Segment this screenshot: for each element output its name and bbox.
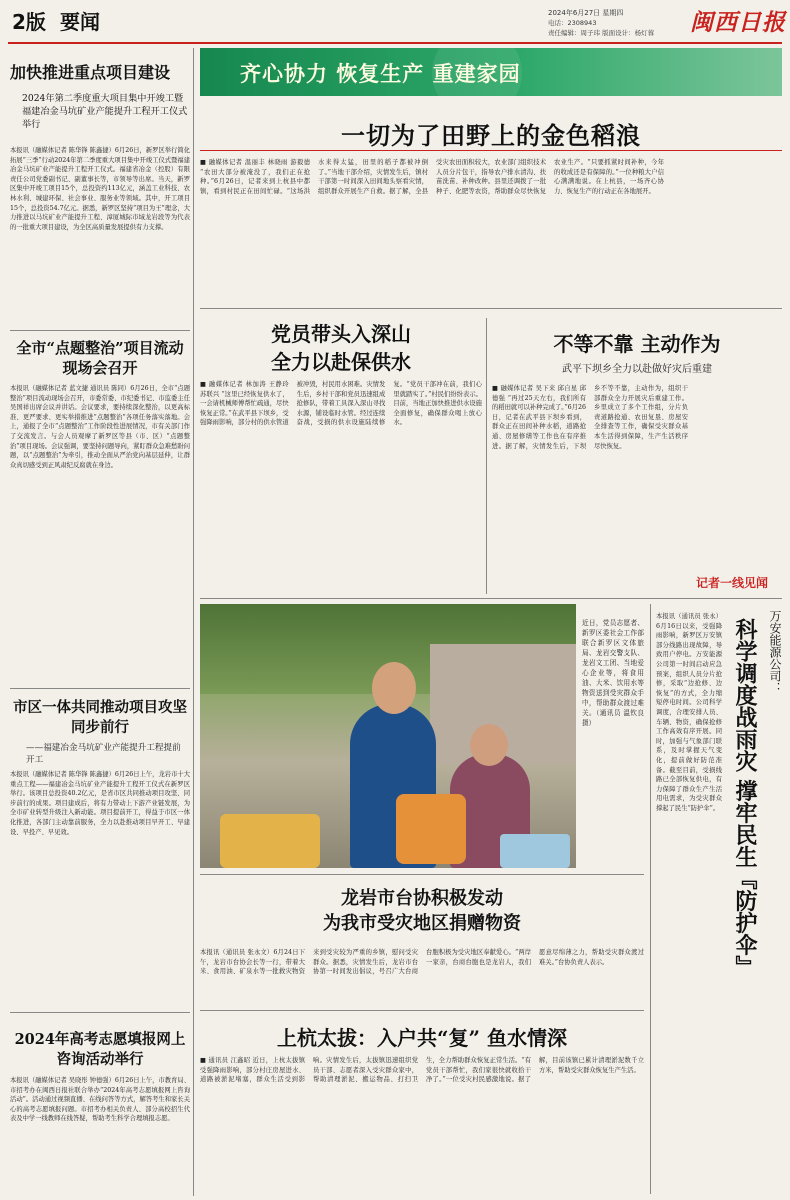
editors: 责任编辑：周子玮 版面设计：杨灯蓉 bbox=[548, 29, 655, 37]
article-inspection-meeting: 本报讯（融媒体记者 蓝文捷 通讯员 陈同）6月26日，全市“点题整治”项目流动现场会召开，市委常委、市纪委书记、市监委主任吴国祥出席会议并讲话。会议要求，要持续深化整治，以更高标准、更严要求、更实举措推进“点题整治”各项任务落实落地。会上，通报了全市“点题整治”工作阶段性进展情况，市有关部门作了交流发言。与会人员观摩了新罗区等县（市、区）“点题整治”项目现场。会议强调，要坚持问题导向，紧盯群众急难愁盼问题，以“点题整治”为牵引，推动全面从严治党向基层延伸，让群众真切感受到正风肃纪反腐就在身边。 bbox=[10, 385, 190, 469]
divider bbox=[10, 688, 190, 689]
divider bbox=[200, 1010, 644, 1011]
headline-line-1: 党员带头入深山 bbox=[271, 322, 411, 346]
column-divider bbox=[486, 318, 487, 594]
date bbox=[548, 8, 623, 18]
article-water-supply: ■ 融媒体记者 林加涛 王静玲 苏联兴 “这里已经恢复供水了，一会请机械师傅帮忙疏通，尽快恢复正常。”在武平县下坝乡，受强降雨影响，部分村的供水管道被冲毁，村民用水困难。灾情发生后，乡村干部和党员迅速组成抢修队，带着工具深入深山寻找水源，铺设临时水管。经过连续奋战，受损的供水设施陆续修复。“党员干部冲在前，我们心里就踏实了。”村民们纷纷表示。目前，当地正加快推进供水设施全面修复，确保群众喝上放心水。 bbox=[200, 381, 482, 427]
article-city-district: 本报讯（融媒体记者 陈华锋 陈鑫捷）6月26日上午，龙岩市十大重点工程——福建冶金马坑矿业产能提升工程开工仪式在新罗区举行。该项目总投资40.2亿元，是省市区共同推动项目攻坚、同步前行的成果。项目建成后，将有力带动上下游产业链发展，为全市矿业转型升级注入新动能。项目提前开工，得益于市区一体化推进，各部门主动靠前服务，全力以赴推动项目早开工、早建设、早投产、早见效。 bbox=[10, 771, 190, 836]
article-gaokao: 本报讯（融媒体记者 吴晓彤 钟德强）6月26日上午，市教育局、市招考办在闽西日报社联合举办“2024年高考志愿填报网上咨询活动”。活动通过视频直播、在线问答等方式，解答考生和家长关心的高考志愿填报问题。市招考办相关负责人、部分高校招生代表及中学一线教师在线答疑，帮助考生科学合理填报志愿。 bbox=[10, 1077, 190, 1123]
divider bbox=[200, 598, 782, 599]
divider bbox=[200, 308, 782, 309]
headline-prefix: 万安能源公司： bbox=[768, 610, 782, 694]
supply-bag bbox=[396, 794, 466, 864]
headline-water-supply bbox=[200, 320, 482, 376]
photo-caption: 近日，党员志愿者、新罗区委社会工作部联合新罗区文体旅局、龙岩交警支队、龙岩文工团、当地爱心企业等，将食用油、大米、饮用水等物资送到受灾群众手中，帮助群众渡过难关。（通讯员 温钦良 摄） bbox=[582, 619, 644, 727]
date-text: 2024年6月27日 bbox=[548, 9, 601, 17]
divider bbox=[200, 150, 782, 151]
headline-dispatch: 科学调度战雨灾 撑牢民生『防护伞』 bbox=[732, 618, 758, 978]
section-name: 要闻 bbox=[60, 10, 100, 34]
headline-line-1: 龙岩市台协积极发动 bbox=[341, 888, 503, 909]
masthead bbox=[0, 0, 790, 44]
headline-inspection-meeting: 全市“点题整治”项目流动现场会召开 bbox=[16, 339, 184, 377]
right-headline bbox=[728, 610, 782, 1030]
phone: 电话：2308943 bbox=[548, 19, 597, 27]
column-divider bbox=[193, 48, 194, 1196]
oil-bottles bbox=[220, 814, 320, 868]
reporter-frontline-label: 记者一线见闻 bbox=[696, 576, 769, 590]
article-taiwan-assoc: 本报讯（通讯员 张永文）6月24日下午，龙岩市台协会长等一行，带着大米、食用油、矿泉水等一批救灾物资来到受灾较为严重的乡镇，慰问受灾群众。据悉，灾情发生后，龙岩市台协第一时间发出倡议，号召广大台商台胞积极为受灾地区奉献爱心。“两岸一家亲，台商台胞也是龙岩人，我们愿意尽绵薄之力，帮助受灾群众渡过难关。”台协负责人表示。 bbox=[200, 949, 644, 976]
divider bbox=[200, 874, 644, 875]
article-shanghang: ■ 通讯员 江鑫昭 近日，上杭太拔镇受强降雨影响，部分村庄房屋进水、道路被淤泥堵塞，群众生活受到影响。灾情发生后，太拔镇迅速组织党员干部、志愿者深入受灾群众家中，帮助清理淤泥、搬运物品、打扫卫生，全力帮助群众恢复正常生活。“有党员干部帮忙，我们家很快就收拾干净了。”一位受灾村民感激地说。据了解，目前该镇已累计清理淤泥数千立方米，帮助受灾群众恢复生产生活。 bbox=[200, 1057, 644, 1084]
column-divider bbox=[650, 604, 651, 1194]
deck-project-construction: 2024年第二季度重大项目集中开竣工暨福建冶金马坑矿业产能提升工程开工仪式举行 bbox=[22, 93, 188, 130]
masthead-rule bbox=[8, 42, 782, 44]
volunteer-head bbox=[372, 662, 416, 714]
water-bottles bbox=[500, 834, 570, 868]
article-dispatch-bottom bbox=[656, 996, 782, 1194]
headline-line-2: 全力以赴保供水 bbox=[271, 350, 411, 374]
article-proactive-cont bbox=[696, 384, 782, 540]
resident-head bbox=[470, 724, 508, 766]
headline-gaokao: 2024年高考志愿填报网上咨询活动举行 bbox=[14, 1031, 186, 1068]
headline-city-district: 市区一体共同推动项目攻坚同步前行 bbox=[13, 699, 187, 736]
article-dispatch-top: 本报讯（通讯员 张永）6月16日以来，受强降雨影响，新罗区万安镇部分线路出现故障，导致用户停电。万安能源公司第一时间启动应急预案，组织人员分片抢修，采取“边抢修、边恢复”的方式，全力缩短停电时间。公司科学调度，合理安排人员、车辆、物资，确保抢修工作高效有序开展。同时，加强与气象部门联系，及时掌握天气变化，提前做好防范准备。截至目前，受损线路已全部恢复供电，有力保障了群众生产生活用电需求，为受灾群众撑起了民生“防护伞”。 bbox=[656, 613, 722, 812]
slogan-banner bbox=[200, 48, 782, 96]
headline-line-2: 为我市受灾地区捐赠物资 bbox=[323, 913, 521, 934]
article-proactive: ■ 融媒体记者 吴下来 邱自星 邱德强 “再过25天左右，我们所有的稻田就可以补种完成了。”6月26日，记者在武平县下坝乡看到，群众正在田间补种水稻，道路抢通、房屋修缮等工作也在有序推进。据了解，灾情发生后，下坝乡不等不靠，主动作为，组织干部群众全力开展灾后重建工作。乡里成立了多个工作组，分片负责道路抢通、农田复垦、房屋安全排查等工作，确保受灾群众基本生活得到保障，生产生活秩序尽快恢复。 bbox=[492, 385, 688, 450]
divider bbox=[10, 330, 190, 331]
headline-project-construction: 加快推进重点项目建设 bbox=[10, 63, 171, 82]
divider bbox=[10, 1012, 190, 1013]
subhead-proactive: 武平下坝乡全力以赴做好灾后重建 bbox=[562, 364, 712, 375]
headline-proactive: 不等不靠 主动作为 bbox=[553, 332, 721, 356]
newspaper-logo: 闽西日报 bbox=[690, 9, 786, 36]
deck-city-district: ——福建冶金马坑矿业产能提升工程提前开工 bbox=[26, 743, 181, 765]
article-project-construction: 本报讯（融媒体记者 陈华锋 陈鑫捷）6月26日，新罗区举行简化拓展“三季”行动2024年第二季度重大项目集中开竣工仪式暨福建冶金马坑矿业产能提升工程开工仪式。福建省冶金（控股）有限责任公司党委副书记、副董事长等，市领导等出席。当天，新罗区集中开竣工项目15个，总投资约113亿元，涵盖工业科技、农林水利、城建环保、社会事业、服务业等领域。其中，开工项目15个，总投资54.7亿元。据悉，新罗区坚持“项目为王”理念，大力推进以马坑矿业产能提升工程、漳厦城际市域龙岩段等为代表的一批重大项目建设，为全区高质量发展提供有力支撑。 bbox=[10, 147, 190, 231]
slogan-text: 齐心协力 恢复生产 重建家园 bbox=[240, 62, 521, 86]
news-photo bbox=[200, 604, 576, 868]
headline-shanghang: 上杭太拔：入户共“复” 鱼水情深 bbox=[277, 1026, 567, 1050]
lead-article: ■ 融媒体记者 温丽丰 林晓雨 游毅德 “农田大部分被淹没了，我们正在抢种。”6月26日，记者来到上杭县中都镇，看到村民正在田间忙碌。“这场洪水来得太猛，田里的稻子都被冲倒了。”当地干部介绍，灾情发生后，镇村干部第一时间深入田间地头察看灾情，组织群众开展生产自救。据了解，全县受灾农田面积较大，农业部门组织技术人员分片包干，指导农户排水清沟、扶苗洗苗、补种改种。县里还调拨了一批种子、化肥等农资，帮助群众尽快恢复农业生产。“只要抓紧时间补种，今年的收成还是有保障的。”一位种粮大户信心满满地说。在上杭县，一场齐心协力、恢复生产的行动正在各地展开。 bbox=[200, 159, 664, 195]
headline-taiwan-assoc bbox=[200, 886, 644, 936]
weekday-text: 星期四 bbox=[602, 9, 624, 17]
page-number: 2版 bbox=[12, 10, 46, 34]
lead-headline: 一切为了田野上的金色稻浪 bbox=[341, 121, 641, 150]
